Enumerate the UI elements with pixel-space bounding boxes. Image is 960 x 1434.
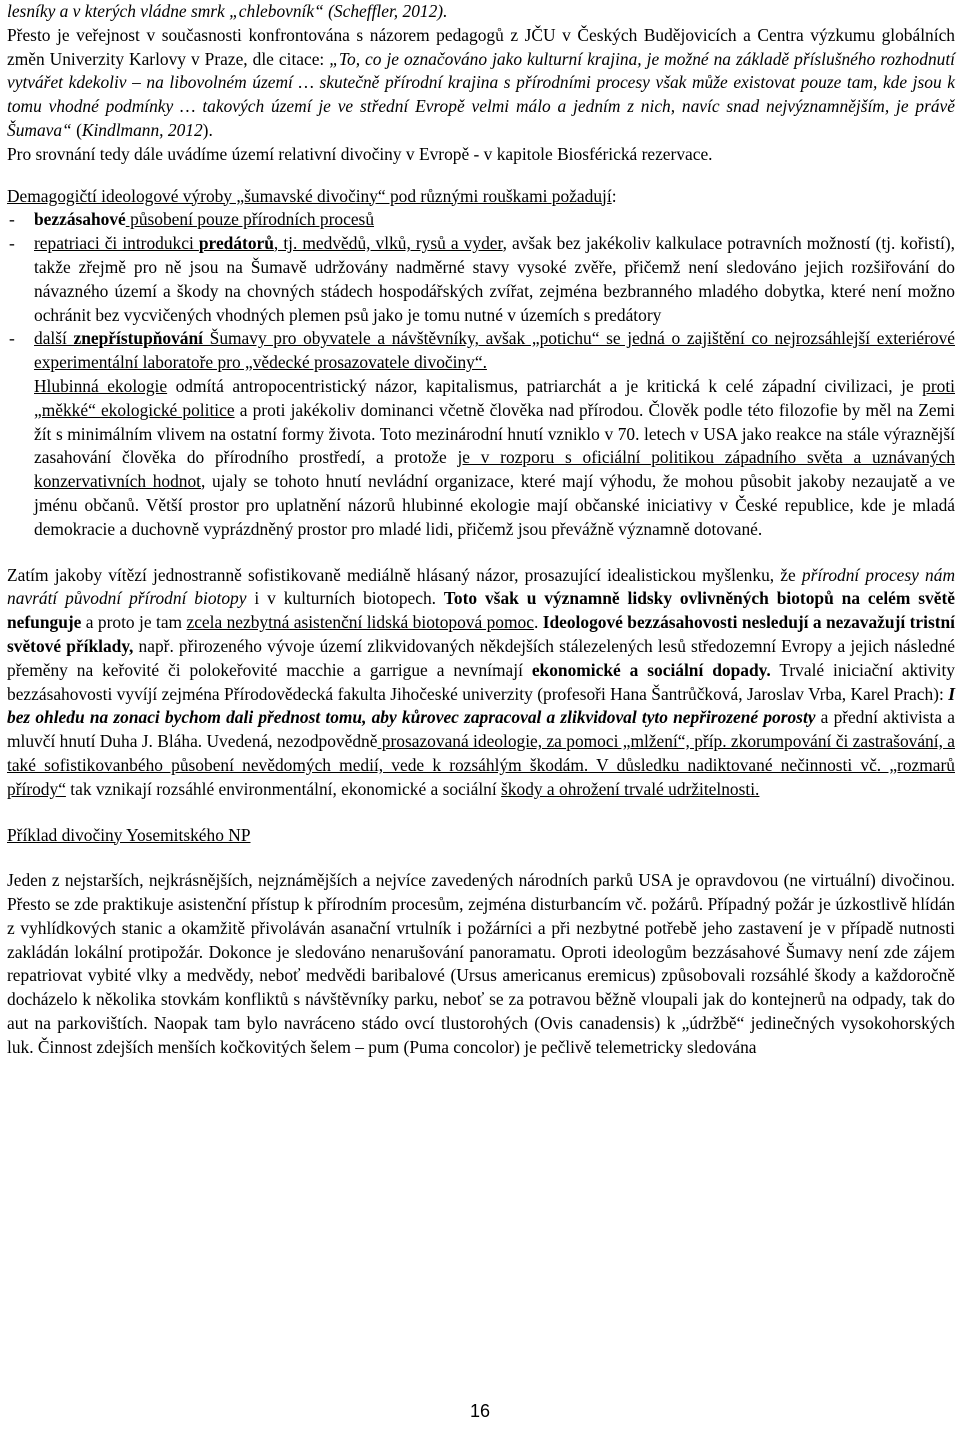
dash-bullet: - <box>9 233 15 254</box>
text-bold-underlined: predátorů <box>198 233 274 254</box>
text-run: Trvalé iniciační aktivity bezzásahovosti vyvíjí zejména Přírodovědecká fakulta Jihočeské univerzity (profesoři Hana Šantrůčková, Jaroslav Vrba, Karel Prach): <box>7 659 955 704</box>
text-bold-italic: I bez ohledu na zonaci bychom dali přednost tomu, aby kůrovec zapracoval a zlikvidoval tyto nepřirozené porosty <box>7 683 955 728</box>
paragraph-deep-ecology <box>7 375 955 542</box>
paragraph-comparison: Pro srovnání tedy dále uvádíme území relativní divočiny v Evropě - v kapitole Biosférická rezervace. <box>7 143 713 164</box>
text-run: ( <box>71 119 82 140</box>
list-item <box>7 327 955 375</box>
text-bold-underlined: znepřístupňování <box>73 328 203 349</box>
text-bold: ekonomické a sociální dopady. <box>531 659 771 680</box>
section-heading-yosemite: Příklad divočiny Yosemitského NP <box>7 824 251 845</box>
text-run: . <box>533 612 543 633</box>
text-underlined: je v rozporu s oficiální politikou západního světa a uznávaných konzervativních hodnot <box>34 447 956 492</box>
text-run: např. přirozeného vývoje území zlikvidovaných někdejších stálezelených lesů středozemní Evropy a jejich následné přeměny na keřovité či polokeřovité macchie a garrigue a nevnímají <box>7 635 955 680</box>
list-item <box>7 208 955 232</box>
heading-text: Demagogičtí ideologové výroby „šumavské divočiny“ pod různými rouškami požadují <box>7 185 612 206</box>
section-heading-demands <box>7 185 955 209</box>
text-run: ). <box>202 119 213 140</box>
page-number: 16 <box>469 1401 491 1421</box>
text-run: a proto je tam <box>81 612 187 633</box>
text-run: , ujaly se tohoto hnutí nevládní organizace, které mají výhodu, že mohou působit jakoby nezaujatě a ve jménu občanů. Větší prostor pro uplatnění názorů hlubinné ekologie mají občanské iniciativy v České republice, kde je mladá demokracie a duchovně vyprázdněný prostor pro mladé lidi, přičemž jsou převážně významně dotované. <box>34 471 955 539</box>
text-run: tak vznikají rozsáhlé environmentální, ekonomické a sociální <box>65 778 502 799</box>
text-run: Zatím jakoby vítězí jednostranně sofistikovaně mediálně hlásaný názor, prosazující idealistickou myšlenku, že <box>7 564 802 585</box>
text-run: i v kulturních biotopech. <box>246 588 444 609</box>
text-bold: Toto však u významně lidsky ovlivněných biotopů na celém světě nefunguje <box>7 588 955 633</box>
text-run: odmítá antropocentristický názor, kapitalismus, patriarchát a je kritická k celé západní civilizaci, je <box>167 375 923 396</box>
text-run: , avšak bez jakékoliv kalkulace potravních možností (tj. kořistí), takže zřejmě pro ně jsou na Šumavě udržovány nadměrné stavy vysoké zvěře, přičemž není sledováno jejich rozšiřování do návazného území a škody na chovných stádech hospodářských zvířat, zejména bezbranného mladého dobytka, které není možno ochránit bez vycvičených vhodných plemen psů jako je tomu nutné v územích s predátory <box>34 233 955 325</box>
text-underlined: škody a ohrožení trvalé udržitelnosti. <box>501 778 760 799</box>
paragraph-yosemite: Jeden z nejstarších, nejkrásnějších, nejznámějších a nejvíce zavedených národních parků USA je opravdovou (ne virtuální) divočinou. Přesto se zde praktikuje asistenční přístup k přírodním procesům, zejména disturbancím vč. požárů. Případný požár je úzkostlivě hlídán z vyhlídkových stanic a okamžitě přivoláván asanační vrtulník i požárníci a při nezbytné potřebě jeho zastavení je v případě nutnosti zakládán lokální protipožár. Dokonce je sledováno nenarušování panoramatu. Oproti ideologům bezzásahové Šumavy není zde zájem repatriovat vybité vlky a medvědy, neboť medvědi baribalové (Ursus americanus eremicus) způsobovali rozsáhlé škody a každoročně docházelo k několika stovkám konfliktů s návštěvníky parku, neboť se za potravou běžně vloupali jak do kontejnerů na odpady, tak do aut na parkovištích. Naopak tam bylo navráceno stádo ovcí tlustorohých (Ovis canadensis) k „údržbě“ jedinečných vysokohorských luk. Činnost zdejších menších kočkovitých šelem – pum (Puma concolor) je pečlivě telemetricky sledována <box>7 870 955 1057</box>
list-item <box>7 232 955 327</box>
text-underlined: další <box>34 328 74 349</box>
citation-italic: Kindlmann, 2012 <box>81 119 203 140</box>
text-bold: Ideologové bezzásahovosti nesledují a nezavažují tristní světové příklady, <box>7 612 956 656</box>
heading-colon: : <box>611 185 617 206</box>
text-underlined: proti „měkké“ ekologické politice <box>34 375 956 420</box>
text-underlined: prosazovaná ideologie, za pomoci „mlžení“, příp. zkorumpování či zastrašování, a také sofistikovanbého působení nevědomých medií, vede k rozsáhlým škodám. V důsledku nadiktované nečinnosti vč. „rozmarů přírody“ <box>7 731 955 799</box>
text-underlined: Hlubinná ekologie <box>34 375 168 396</box>
text-run: a přední aktivista a mluvčí hnutí Duha J. Bláha. Uvedená, nezodpovědně <box>7 707 955 752</box>
dash-bullet: - <box>9 328 15 349</box>
text-run: Přesto je veřejnost v současnosti konfrontována s názorem pedagogů z JČU v Českých Budějovicích a Centra výzkumu globálních změn Univerzity Karlovy v Praze, dle citace: <box>7 24 955 69</box>
quote-italic: „To, co je označováno jako kulturní krajina, je možné na základě příslušného rozhodnutí vytvářet kdekoliv – na libovolném území … skutečně přírodní krajina s přírodními procesy však může existovat pouze tam, kde jsou k tomu vhodné podmínky … takových území je ve střední Evropě velmi málo a jedním z nich, navíc snad nejvýznamnějším, je právě Šumava“ <box>7 48 955 140</box>
text-underlined: , tj. medvědů, vlků, rysů a vyder <box>273 233 503 254</box>
text-underlined: zcela nezbytná asistenční lidská biotopová pomoc <box>186 612 534 633</box>
text-underlined: působení pouze přírodních procesů <box>125 209 375 230</box>
text-italic: přírodní procesy nám navrátí původní přírodní biotopy <box>7 564 955 609</box>
dash-bullet: - <box>9 209 15 230</box>
text-bold: bezzásahové <box>34 209 126 230</box>
text-run: lesníky a v kterých vládne smrk „chlebovník“ (Scheffler, 2012). <box>7 1 448 21</box>
paragraph-citation <box>7 0 955 143</box>
text-run: a proti jakékoliv dominanci včetně člověka nad přírodou. Člověk podle této filozofie by měl na Zemi žít s minimálním vlivem na ostatní formy života. Toto mezinárodní hnutí vzniklo v 70. letech v USA jako reakce na stále výraznější zasahování člověka do přírodního prostředí, a protože <box>34 399 955 468</box>
paragraph-media-opinion <box>7 564 955 802</box>
text-underlined: Šumavy pro obyvatele a návštěvníky, avšak „potichu“ se jedná o zajištění co nejrozsáhlejší exteriérové experimentální laboratoře pro „vědecké prosazovatele divočiny“. <box>34 328 955 373</box>
text-underlined: repatriaci či introdukci <box>34 233 199 254</box>
document-page <box>7 0 955 1060</box>
